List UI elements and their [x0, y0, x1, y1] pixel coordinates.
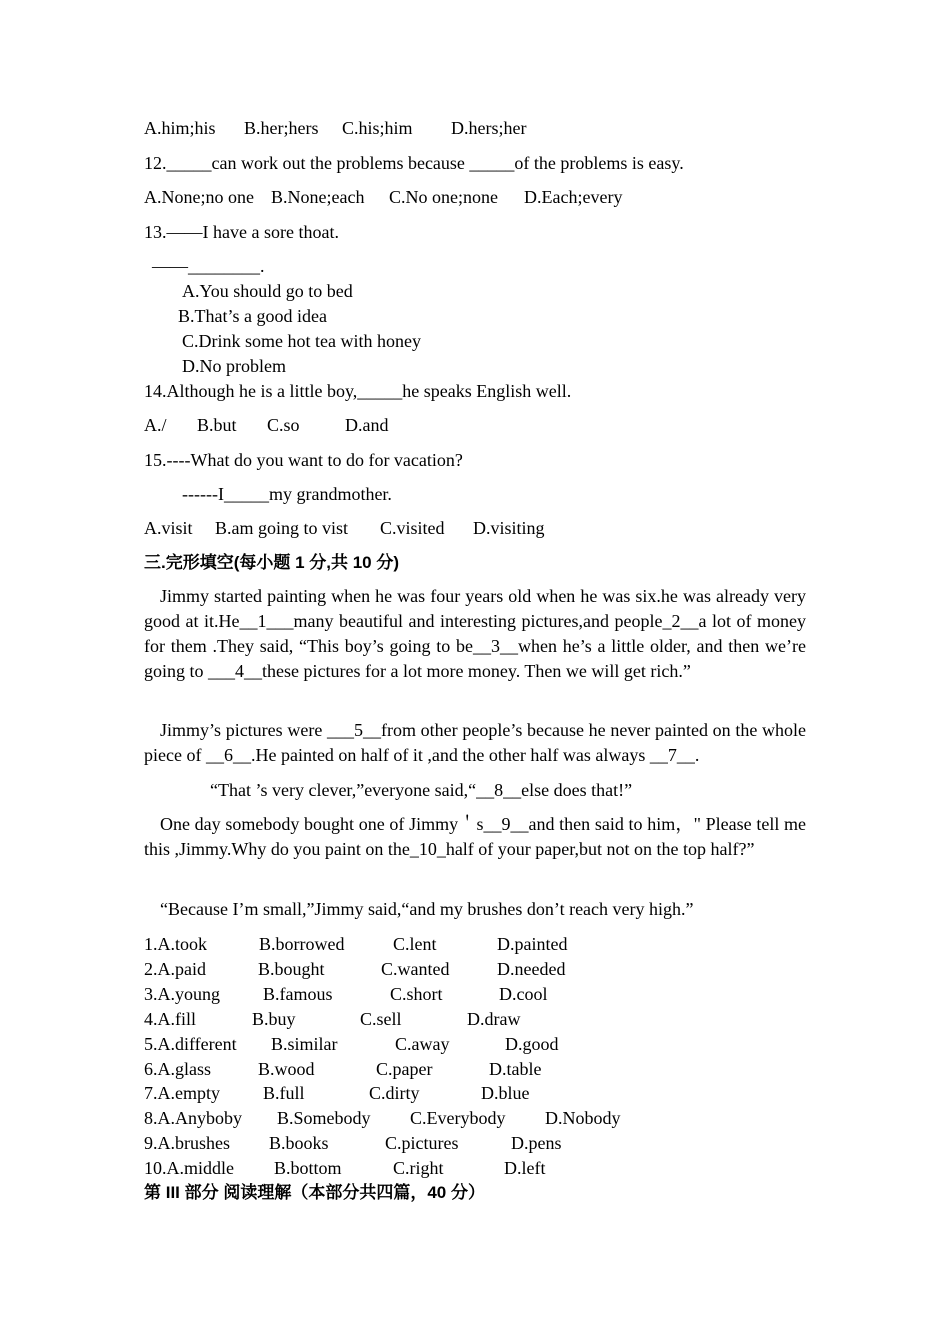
cloze-5-option-c: C.away: [395, 1033, 450, 1054]
cloze-3-option-c: C.short: [390, 983, 443, 1004]
cloze-9-option-b: B.books: [269, 1133, 329, 1154]
cloze-2-option-a: 2.A.paid: [144, 958, 206, 979]
cloze-5-option-b: B.similar: [271, 1033, 338, 1054]
cloze-1-option-a: 1.A.took: [144, 934, 207, 954]
q11-option-b: B.her;hers: [244, 118, 319, 138]
passage-paragraph-2: Jimmy’s pictures were ___5__from other people’s because he never painted on the whole piece of __6__.He painted on half of it ,and the other half was always __7__.: [144, 720, 806, 765]
q13-option-a: A.You should go to bed: [182, 281, 353, 301]
q14-option-a: A./: [144, 415, 167, 435]
q14-stem: 14.Although he is a little boy,_____he speaks English well.: [144, 381, 572, 401]
cloze-7-option-d: D.blue: [481, 1083, 530, 1104]
q11-option-d: D.hers;her: [451, 118, 527, 138]
cloze-4-option-b: B.buy: [252, 1008, 296, 1029]
q14-option-c: C.so: [267, 415, 300, 435]
cloze-10-option-a: 10.A.middle: [144, 1158, 234, 1179]
cloze-8-option-b: B.Somebody: [277, 1108, 371, 1129]
passage-paragraph-3: “That ’s very clever,”everyone said,“__8__else does that!”: [210, 780, 633, 800]
cloze-6-option-b: B.wood: [258, 1058, 315, 1079]
q15-option-a: A.visit: [144, 518, 193, 538]
passage-paragraph-4: One day somebody bought one of Jimmy＇s__9__and then said to him，" Please tell me this ,Jimmy.Why do you paint on the_10_half of your paper,but not on the top half?”: [144, 814, 806, 859]
q13-option-d: D.No problem: [182, 356, 286, 376]
q12-option-c: C.No one;none: [389, 187, 498, 207]
q14-option-d: D.and: [345, 415, 389, 435]
q13-stem: 13.——I have a sore thoat.: [144, 222, 339, 242]
cloze-6-option-a: 6.A.glass: [144, 1058, 211, 1079]
cloze-1-option-b: B.borrowed: [259, 934, 345, 954]
cloze-9-option-c: C.pictures: [385, 1133, 459, 1154]
cloze-7-option-a: 7.A.empty: [144, 1083, 220, 1104]
passage-paragraph-5: “Because I’m small,”Jimmy said,“and my brushes don’t reach very high.”: [160, 899, 694, 919]
cloze-4-option-a: 4.A.fill: [144, 1008, 196, 1029]
cloze-8-option-d: D.Nobody: [545, 1108, 621, 1129]
section-3-title: 三.完形填空(每小题 1 分,共 10 分): [144, 553, 400, 572]
cloze-2-option-b: B.bought: [258, 958, 325, 979]
q13-option-c: C.Drink some hot tea with honey: [182, 331, 421, 351]
part-3-title: 第 III 部分 阅读理解（本部分共四篇，40 分）: [144, 1183, 485, 1202]
cloze-3-option-b: B.famous: [263, 983, 333, 1004]
q12-option-b: B.None;each: [271, 187, 365, 207]
q12-stem: 12._____can work out the problems because _____of the problems is easy.: [144, 153, 684, 173]
cloze-2-option-d: D.needed: [497, 958, 566, 979]
cloze-10-option-c: C.right: [393, 1158, 444, 1179]
cloze-6-option-d: D.table: [489, 1058, 542, 1079]
cloze-3-option-a: 3.A.young: [144, 983, 220, 1004]
q15-option-d: D.visiting: [473, 518, 545, 538]
cloze-4-option-c: C.sell: [360, 1008, 402, 1029]
cloze-10-option-b: B.bottom: [274, 1158, 342, 1179]
cloze-5-option-d: D.good: [505, 1033, 559, 1054]
q13-option-b: B.That’s a good idea: [178, 306, 327, 326]
cloze-10-option-d: D.left: [504, 1158, 546, 1179]
q13-answer-line: ——________.: [152, 256, 265, 276]
cloze-4-option-d: D.draw: [467, 1008, 521, 1029]
q12-option-d: D.Each;every: [524, 187, 623, 207]
q15-stem: 15.----What do you want to do for vacation?: [144, 450, 463, 470]
q11-option-c: C.his;him: [342, 118, 413, 138]
cloze-7-option-c: C.dirty: [369, 1083, 420, 1104]
q14-option-b: B.but: [197, 415, 237, 435]
q15-option-c: C.visited: [380, 518, 445, 538]
cloze-8-option-c: C.Everybody: [410, 1108, 506, 1129]
cloze-8-option-a: 8.A.Anyboby: [144, 1108, 242, 1129]
cloze-1-option-c: C.lent: [393, 934, 437, 954]
cloze-7-option-b: B.full: [263, 1083, 305, 1104]
cloze-2-option-c: C.wanted: [381, 958, 450, 979]
cloze-9-option-d: D.pens: [511, 1133, 562, 1154]
cloze-6-option-c: C.paper: [376, 1058, 433, 1079]
q15-option-b: B.am going to vist: [215, 518, 349, 538]
cloze-1-option-d: D.painted: [497, 934, 568, 954]
q15-reply: ------I_____my grandmother.: [182, 484, 392, 504]
cloze-5-option-a: 5.A.different: [144, 1033, 237, 1054]
cloze-9-option-a: 9.A.brushes: [144, 1133, 230, 1154]
passage-paragraph-1: Jimmy started painting when he was four years old when he was six.he was already very good at it.He__1___many beautiful and interesting pictures,and people_2__a lot of money for them .They said, “This boy’s going to be__3__when he’s a little older, and then we’re going to ___4__these pictures for a lot more money. Then we will get rich.”: [144, 586, 806, 681]
q11-option-a: A.him;his: [144, 118, 216, 138]
q12-option-a: A.None;no one: [144, 187, 254, 207]
cloze-3-option-d: D.cool: [499, 983, 548, 1004]
